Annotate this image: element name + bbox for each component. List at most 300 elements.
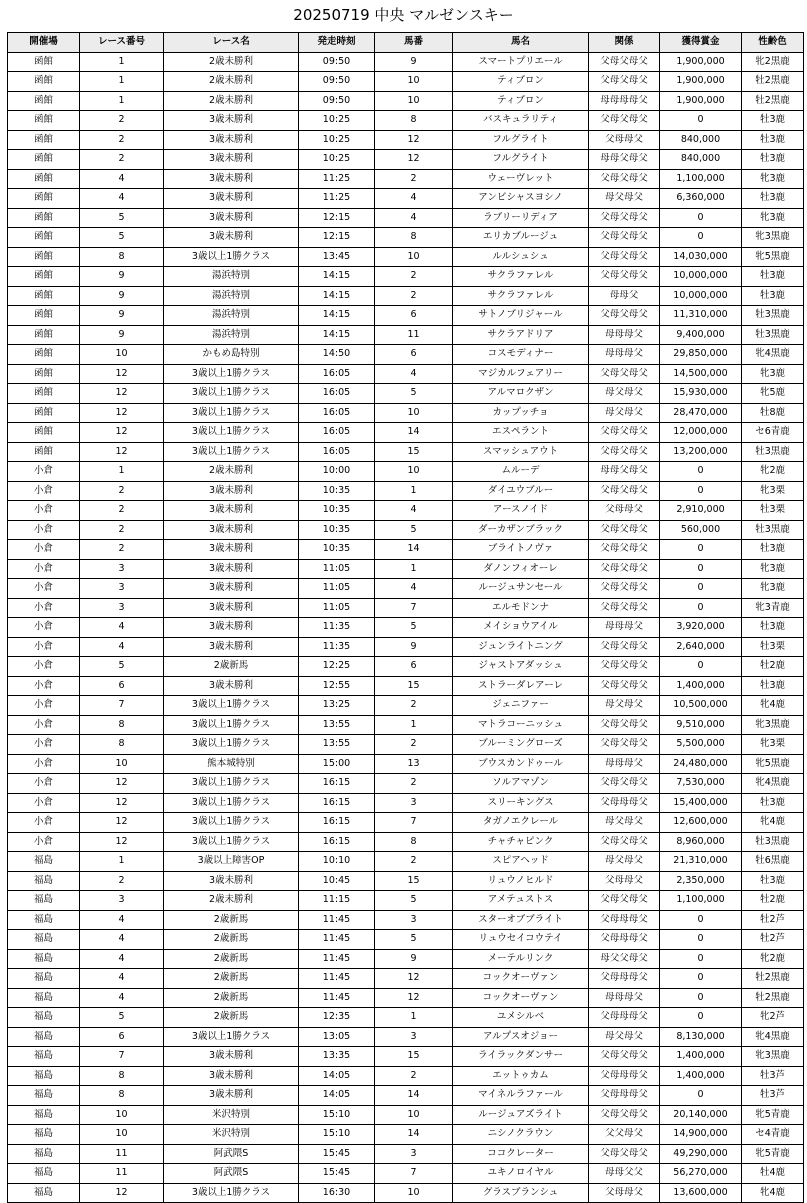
cell-venue: 福島 [8, 1105, 80, 1125]
cell-race-number: 2 [80, 481, 164, 501]
cell-race-number: 4 [80, 169, 164, 189]
cell-prize-money: 14,900,000 [660, 1125, 742, 1145]
cell-post-time: 11:45 [299, 910, 375, 930]
cell-race-number: 1 [80, 852, 164, 872]
table-row [8, 169, 804, 189]
cell-post-time: 11:35 [299, 618, 375, 638]
column-header-post-time: 発走時刻 [299, 33, 375, 53]
cell-relation: 父母父母父 [589, 520, 660, 540]
cell-race-number: 4 [80, 189, 164, 209]
cell-relation: 父母父母父 [589, 637, 660, 657]
cell-prize-money: 14,500,000 [660, 364, 742, 384]
cell-race-number: 3 [80, 598, 164, 618]
cell-race-number: 5 [80, 228, 164, 248]
cell-venue: 函館 [8, 403, 80, 423]
table-row [8, 189, 804, 209]
cell-horse-number: 2 [375, 735, 453, 755]
cell-race-name: 米沢特別 [164, 1125, 299, 1145]
cell-sex-age-color: 牝3鹿 [742, 579, 804, 599]
cell-prize-money: 15,930,000 [660, 384, 742, 404]
cell-prize-money: 20,140,000 [660, 1105, 742, 1125]
cell-post-time: 16:15 [299, 793, 375, 813]
cell-sex-age-color: 牝3栗 [742, 735, 804, 755]
cell-post-time: 11:05 [299, 598, 375, 618]
page-title: 20250719 中央 マルゼンスキー [293, 6, 514, 24]
cell-post-time: 15:10 [299, 1105, 375, 1125]
cell-relation: 父母父母父 [589, 1105, 660, 1125]
cell-sex-age-color: 牡2芦 [742, 930, 804, 950]
cell-relation: 母母父父 [589, 1164, 660, 1184]
cell-sex-age-color: 牡3黒鹿 [742, 306, 804, 326]
cell-sex-age-color: 牡8鹿 [742, 403, 804, 423]
cell-post-time: 10:35 [299, 501, 375, 521]
cell-venue: 函館 [8, 208, 80, 228]
cell-sex-age-color: 牝5黒鹿 [742, 247, 804, 267]
cell-race-name: 3歳以上1勝クラス [164, 423, 299, 443]
cell-venue: 函館 [8, 384, 80, 404]
cell-relation: 母父母父 [589, 813, 660, 833]
cell-horse-name: エルモドンナ [453, 598, 589, 618]
cell-relation: 父母父母父 [589, 208, 660, 228]
cell-prize-money: 12,600,000 [660, 813, 742, 833]
cell-horse-name: ソルアマゾン [453, 774, 589, 794]
cell-venue: 福島 [8, 1027, 80, 1047]
cell-prize-money: 13,200,000 [660, 442, 742, 462]
cell-post-time: 15:45 [299, 1144, 375, 1164]
table-row [8, 501, 804, 521]
cell-post-time: 16:05 [299, 403, 375, 423]
cell-prize-money: 0 [660, 949, 742, 969]
cell-relation: 父母父母父 [589, 832, 660, 852]
cell-sex-age-color: 牡2黒鹿 [742, 72, 804, 92]
cell-relation: 父母父母父 [589, 306, 660, 326]
cell-horse-name: アルプスオジョー [453, 1027, 589, 1047]
cell-sex-age-color: 牝3黒鹿 [742, 1047, 804, 1067]
cell-horse-number: 10 [375, 91, 453, 111]
table-row [8, 754, 804, 774]
cell-sex-age-color: 牝4鹿 [742, 696, 804, 716]
cell-prize-money: 0 [660, 969, 742, 989]
column-header-prize-money: 獲得賞金 [660, 33, 742, 53]
cell-horse-number: 5 [375, 891, 453, 911]
table-row [8, 598, 804, 618]
cell-horse-number: 1 [375, 559, 453, 579]
cell-horse-name: スリーキングス [453, 793, 589, 813]
cell-post-time: 15:00 [299, 754, 375, 774]
cell-race-name: 2歳新馬 [164, 969, 299, 989]
cell-horse-number: 10 [375, 1105, 453, 1125]
cell-prize-money: 10,000,000 [660, 286, 742, 306]
cell-horse-name: アンビシャスヨシノ [453, 189, 589, 209]
cell-prize-money: 29,850,000 [660, 345, 742, 365]
cell-horse-number: 1 [375, 481, 453, 501]
cell-race-number: 8 [80, 715, 164, 735]
cell-venue: 福島 [8, 871, 80, 891]
cell-horse-number: 15 [375, 676, 453, 696]
cell-prize-money: 10,500,000 [660, 696, 742, 716]
cell-horse-name: ティブロン [453, 91, 589, 111]
cell-horse-number: 4 [375, 579, 453, 599]
cell-sex-age-color: 牡3黒鹿 [742, 832, 804, 852]
cell-relation: 父母父母父 [589, 657, 660, 677]
cell-race-number: 11 [80, 1144, 164, 1164]
cell-race-name: 2歳未勝利 [164, 91, 299, 111]
cell-sex-age-color: 牝3青鹿 [742, 598, 804, 618]
cell-venue: 函館 [8, 228, 80, 248]
cell-horse-number: 4 [375, 208, 453, 228]
cell-relation: 父母父母父 [589, 1144, 660, 1164]
cell-sex-age-color: 牝4鹿 [742, 1183, 804, 1203]
cell-horse-number: 14 [375, 423, 453, 443]
cell-venue: 福島 [8, 1008, 80, 1028]
cell-race-name: 湯浜特別 [164, 325, 299, 345]
cell-post-time: 10:35 [299, 520, 375, 540]
cell-post-time: 13:35 [299, 1047, 375, 1067]
cell-race-name: 3歳以上1勝クラス [164, 1027, 299, 1047]
cell-race-name: 3歳以上1勝クラス [164, 442, 299, 462]
cell-post-time: 16:15 [299, 813, 375, 833]
cell-race-number: 4 [80, 930, 164, 950]
cell-relation: 父母父母父 [589, 774, 660, 794]
cell-horse-name: サクラアドリア [453, 325, 589, 345]
cell-sex-age-color: 牡3鹿 [742, 540, 804, 560]
cell-sex-age-color: 牝4黒鹿 [742, 774, 804, 794]
cell-sex-age-color: 牝4黒鹿 [742, 345, 804, 365]
cell-prize-money: 28,470,000 [660, 403, 742, 423]
cell-relation: 父母父母父 [589, 579, 660, 599]
cell-horse-name: ユメシルベ [453, 1008, 589, 1028]
cell-venue: 函館 [8, 442, 80, 462]
cell-sex-age-color: 牡3黒鹿 [742, 442, 804, 462]
cell-post-time: 14:05 [299, 1086, 375, 1106]
cell-venue: 小倉 [8, 559, 80, 579]
cell-horse-number: 7 [375, 598, 453, 618]
cell-horse-name: ラブリーリディア [453, 208, 589, 228]
cell-race-name: 3歳未勝利 [164, 579, 299, 599]
cell-relation: 母父母父 [589, 696, 660, 716]
cell-race-name: 2歳未勝利 [164, 462, 299, 482]
cell-sex-age-color: 牡3鹿 [742, 793, 804, 813]
cell-sex-age-color: 牡3鹿 [742, 286, 804, 306]
cell-race-number: 9 [80, 306, 164, 326]
cell-horse-name: コックオーヴァン [453, 969, 589, 989]
cell-sex-age-color: 牡3芦 [742, 1086, 804, 1106]
cell-post-time: 16:15 [299, 774, 375, 794]
table-row [8, 208, 804, 228]
table-row [8, 384, 804, 404]
cell-post-time: 09:50 [299, 72, 375, 92]
cell-horse-number: 9 [375, 637, 453, 657]
cell-horse-number: 8 [375, 228, 453, 248]
cell-horse-number: 15 [375, 1047, 453, 1067]
cell-race-name: 2歳新馬 [164, 1008, 299, 1028]
cell-prize-money: 0 [660, 988, 742, 1008]
table-row [8, 345, 804, 365]
cell-relation: 母母母父 [589, 345, 660, 365]
cell-horse-number: 14 [375, 540, 453, 560]
cell-race-name: 阿武隈S [164, 1164, 299, 1184]
cell-race-name: 3歳以上1勝クラス [164, 403, 299, 423]
cell-race-number: 9 [80, 267, 164, 287]
cell-venue: 函館 [8, 72, 80, 92]
cell-post-time: 16:05 [299, 442, 375, 462]
cell-sex-age-color: 牡2黒鹿 [742, 988, 804, 1008]
cell-race-number: 4 [80, 637, 164, 657]
cell-prize-money: 8,130,000 [660, 1027, 742, 1047]
table-row [8, 130, 804, 150]
table-row [8, 676, 804, 696]
cell-horse-name: ブルーミングローズ [453, 735, 589, 755]
cell-race-name: 3歳以上1勝クラス [164, 715, 299, 735]
cell-prize-money: 1,900,000 [660, 91, 742, 111]
cell-horse-name: タガノエクレール [453, 813, 589, 833]
cell-relation: 父母母母父 [589, 969, 660, 989]
cell-prize-money: 0 [660, 579, 742, 599]
cell-sex-age-color: 牡3芦 [742, 1066, 804, 1086]
cell-horse-name: ジェニファー [453, 696, 589, 716]
cell-venue: 函館 [8, 423, 80, 443]
cell-race-name: 2歳新馬 [164, 949, 299, 969]
cell-prize-money: 1,100,000 [660, 169, 742, 189]
cell-horse-name: ウェーヴレット [453, 169, 589, 189]
table-row [8, 1144, 804, 1164]
cell-race-number: 3 [80, 559, 164, 579]
table-row [8, 735, 804, 755]
cell-race-name: 3歳以上1勝クラス [164, 364, 299, 384]
cell-horse-number: 14 [375, 1086, 453, 1106]
table-row [8, 579, 804, 599]
column-header-race-name: レース名 [164, 33, 299, 53]
cell-post-time: 10:25 [299, 130, 375, 150]
cell-post-time: 14:05 [299, 1066, 375, 1086]
table-row [8, 930, 804, 950]
cell-post-time: 12:25 [299, 657, 375, 677]
cell-horse-name: マトラコーニッシュ [453, 715, 589, 735]
cell-relation: 父母母母父 [589, 930, 660, 950]
cell-post-time: 16:30 [299, 1183, 375, 1203]
cell-relation: 父母父母父 [589, 891, 660, 911]
cell-relation: 父父母父 [589, 1125, 660, 1145]
cell-race-name: 3歳未勝利 [164, 111, 299, 131]
table-row [8, 559, 804, 579]
cell-prize-money: 0 [660, 1008, 742, 1028]
cell-relation: 父母父母父 [589, 676, 660, 696]
cell-relation: 父母父母父 [589, 481, 660, 501]
cell-horse-number: 12 [375, 130, 453, 150]
cell-horse-number: 15 [375, 871, 453, 891]
cell-horse-number: 6 [375, 345, 453, 365]
cell-venue: 小倉 [8, 793, 80, 813]
cell-race-number: 8 [80, 1066, 164, 1086]
cell-post-time: 11:45 [299, 969, 375, 989]
cell-race-number: 2 [80, 540, 164, 560]
cell-venue: 福島 [8, 1086, 80, 1106]
cell-race-number: 1 [80, 462, 164, 482]
cell-post-time: 16:05 [299, 423, 375, 443]
cell-prize-money: 0 [660, 598, 742, 618]
cell-race-name: 2歳新馬 [164, 910, 299, 930]
cell-sex-age-color: 牡4鹿 [742, 1164, 804, 1184]
cell-post-time: 11:05 [299, 559, 375, 579]
cell-horse-number: 10 [375, 1183, 453, 1203]
cell-post-time: 12:35 [299, 1008, 375, 1028]
cell-relation: 父母母父 [589, 1183, 660, 1203]
cell-venue: 小倉 [8, 696, 80, 716]
cell-race-number: 2 [80, 130, 164, 150]
cell-venue: 小倉 [8, 501, 80, 521]
cell-relation: 父母母母父 [589, 910, 660, 930]
cell-race-name: 2歳新馬 [164, 988, 299, 1008]
cell-race-name: 3歳以上1勝クラス [164, 735, 299, 755]
cell-prize-money: 1,900,000 [660, 72, 742, 92]
cell-prize-money: 11,310,000 [660, 306, 742, 326]
table-row [8, 1066, 804, 1086]
cell-relation: 父母父母父 [589, 72, 660, 92]
table-row [8, 1027, 804, 1047]
cell-post-time: 10:25 [299, 150, 375, 170]
cell-horse-name: コックオーヴァン [453, 988, 589, 1008]
cell-relation: 母母母母父 [589, 91, 660, 111]
cell-horse-name: ジュンライトニング [453, 637, 589, 657]
cell-horse-name: スターオブブライト [453, 910, 589, 930]
cell-sex-age-color: セ6青鹿 [742, 423, 804, 443]
cell-race-number: 2 [80, 871, 164, 891]
cell-horse-name: チャチャピンク [453, 832, 589, 852]
cell-horse-name: サトノブリジャール [453, 306, 589, 326]
cell-race-name: 米沢特別 [164, 1105, 299, 1125]
cell-venue: 小倉 [8, 579, 80, 599]
table-row [8, 481, 804, 501]
table-row [8, 423, 804, 443]
cell-venue: 小倉 [8, 657, 80, 677]
cell-prize-money: 0 [660, 930, 742, 950]
cell-horse-number: 10 [375, 247, 453, 267]
cell-horse-name: ストラーダレアーレ [453, 676, 589, 696]
cell-sex-age-color: 牝3黒鹿 [742, 228, 804, 248]
table-row [8, 111, 804, 131]
cell-race-number: 2 [80, 111, 164, 131]
cell-sex-age-color: 牝3鹿 [742, 364, 804, 384]
cell-horse-name: ムルーデ [453, 462, 589, 482]
cell-race-name: 3歳以上1勝クラス [164, 832, 299, 852]
cell-sex-age-color: 牝2鹿 [742, 462, 804, 482]
cell-prize-money: 0 [660, 462, 742, 482]
cell-race-number: 10 [80, 345, 164, 365]
cell-venue: 福島 [8, 891, 80, 911]
cell-horse-name: スマートプリエール [453, 52, 589, 72]
cell-race-number: 6 [80, 676, 164, 696]
cell-post-time: 14:15 [299, 306, 375, 326]
cell-sex-age-color: 牝4鹿 [742, 813, 804, 833]
cell-venue: 小倉 [8, 618, 80, 638]
cell-horse-number: 2 [375, 852, 453, 872]
cell-venue: 福島 [8, 1144, 80, 1164]
cell-horse-name: ココクレーター [453, 1144, 589, 1164]
cell-horse-name: エスペラント [453, 423, 589, 443]
cell-horse-name: スピアヘッド [453, 852, 589, 872]
cell-post-time: 14:15 [299, 325, 375, 345]
cell-horse-name: カップッチョ [453, 403, 589, 423]
cell-horse-name: ダイユウブルー [453, 481, 589, 501]
cell-prize-money: 15,400,000 [660, 793, 742, 813]
cell-horse-number: 12 [375, 150, 453, 170]
table-row [8, 1125, 804, 1145]
table-row [8, 891, 804, 911]
cell-horse-number: 6 [375, 306, 453, 326]
cell-horse-number: 2 [375, 169, 453, 189]
cell-sex-age-color: 牡2鹿 [742, 891, 804, 911]
cell-race-number: 12 [80, 364, 164, 384]
cell-race-number: 4 [80, 949, 164, 969]
cell-sex-age-color: 牝5青鹿 [742, 1144, 804, 1164]
table-row [8, 793, 804, 813]
cell-relation: 母父母父 [589, 852, 660, 872]
cell-horse-number: 2 [375, 1066, 453, 1086]
table-row [8, 1164, 804, 1184]
cell-race-number: 12 [80, 442, 164, 462]
cell-prize-money: 0 [660, 657, 742, 677]
cell-race-number: 10 [80, 1125, 164, 1145]
table-row [8, 150, 804, 170]
cell-race-number: 10 [80, 754, 164, 774]
cell-post-time: 13:45 [299, 247, 375, 267]
cell-race-name: 湯浜特別 [164, 286, 299, 306]
cell-horse-name: ライラックダンサー [453, 1047, 589, 1067]
cell-sex-age-color: 牝5鹿 [742, 384, 804, 404]
table-row [8, 520, 804, 540]
table-row [8, 813, 804, 833]
cell-horse-number: 12 [375, 969, 453, 989]
cell-horse-number: 9 [375, 52, 453, 72]
cell-race-name: 熊本城特別 [164, 754, 299, 774]
cell-race-number: 2 [80, 520, 164, 540]
cell-horse-name: アメテュストス [453, 891, 589, 911]
cell-race-number: 4 [80, 988, 164, 1008]
column-header-horse-name: 馬名 [453, 33, 589, 53]
cell-sex-age-color: 牡3鹿 [742, 189, 804, 209]
cell-race-number: 12 [80, 423, 164, 443]
cell-horse-name: ルージュアズライト [453, 1105, 589, 1125]
cell-race-name: 3歳未勝利 [164, 189, 299, 209]
cell-post-time: 11:45 [299, 949, 375, 969]
cell-horse-number: 3 [375, 1144, 453, 1164]
cell-relation: 父母母母父 [589, 793, 660, 813]
cell-race-number: 12 [80, 384, 164, 404]
cell-prize-money: 2,910,000 [660, 501, 742, 521]
cell-horse-number: 11 [375, 325, 453, 345]
cell-venue: 小倉 [8, 481, 80, 501]
cell-relation: 父母父母父 [589, 111, 660, 131]
cell-race-number: 5 [80, 1008, 164, 1028]
table-row [8, 247, 804, 267]
cell-prize-money: 8,960,000 [660, 832, 742, 852]
cell-race-number: 7 [80, 696, 164, 716]
cell-prize-money: 840,000 [660, 150, 742, 170]
cell-prize-money: 0 [660, 910, 742, 930]
cell-horse-number: 7 [375, 1164, 453, 1184]
cell-horse-name: コスモディナー [453, 345, 589, 365]
cell-horse-name: ニシノクラウン [453, 1125, 589, 1145]
cell-venue: 函館 [8, 150, 80, 170]
cell-post-time: 11:45 [299, 930, 375, 950]
cell-venue: 函館 [8, 364, 80, 384]
cell-race-name: 2歳未勝利 [164, 52, 299, 72]
cell-venue: 函館 [8, 325, 80, 345]
cell-race-number: 9 [80, 325, 164, 345]
cell-horse-number: 2 [375, 774, 453, 794]
cell-horse-number: 3 [375, 1027, 453, 1047]
cell-horse-number: 1 [375, 715, 453, 735]
